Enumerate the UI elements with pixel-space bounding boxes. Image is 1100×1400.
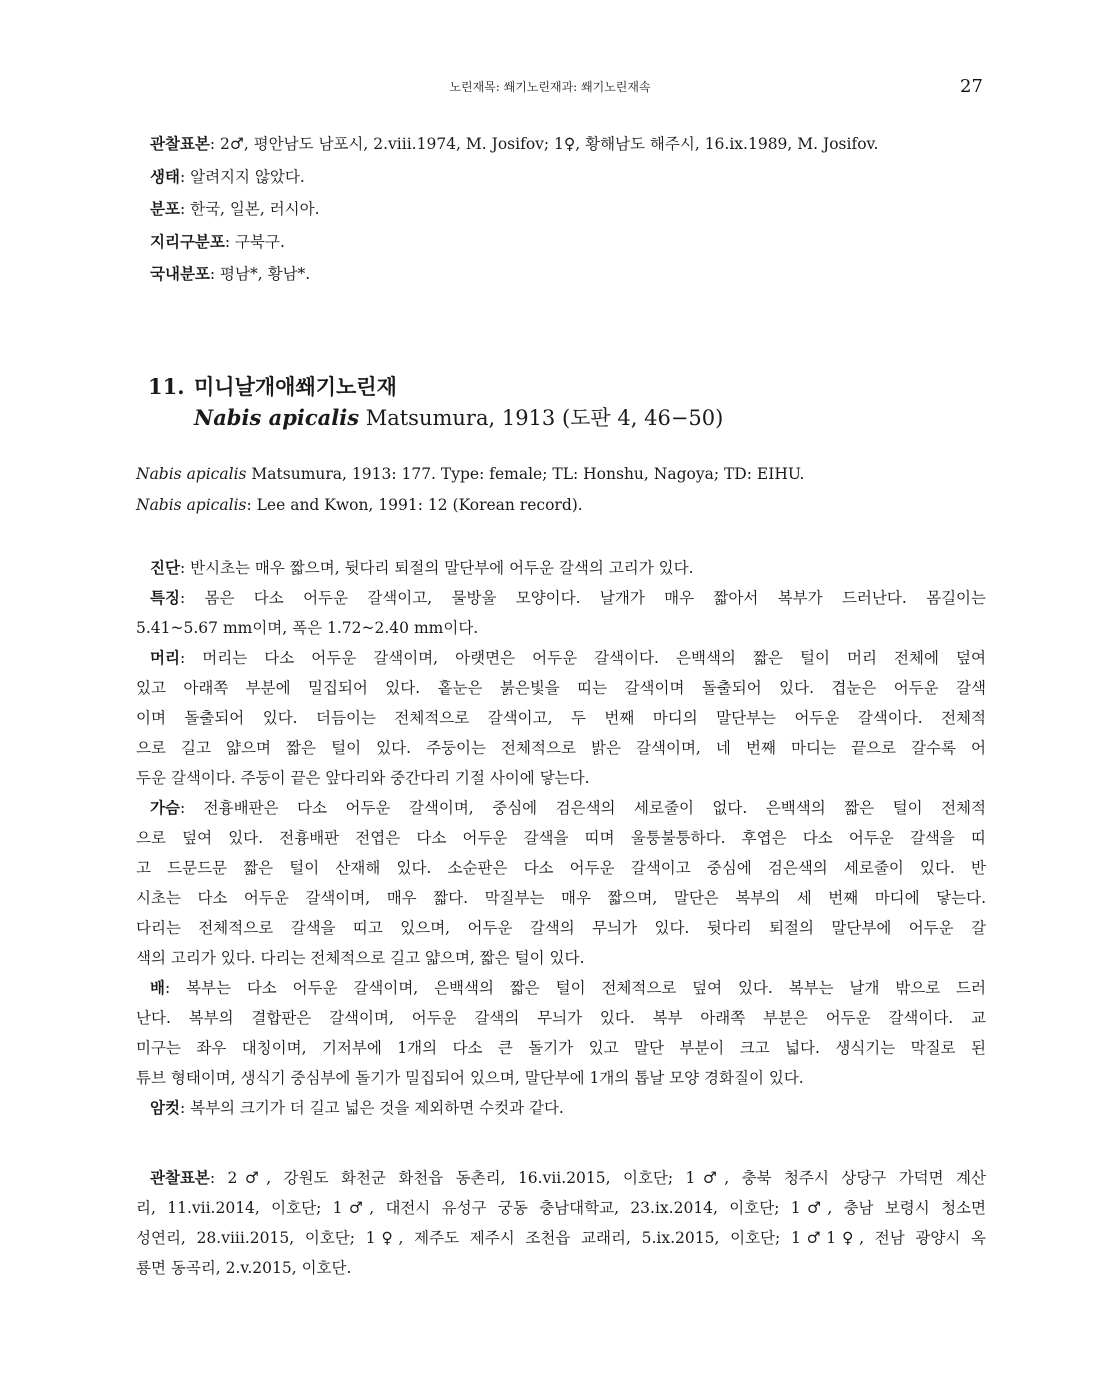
features-line: 5.41~5.67 mm이며, 폭은 1.72~2.40 mm이다.: [136, 619, 479, 637]
ecology-text: : 알려지지 않았다.: [179, 167, 305, 186]
ecology-line: [136, 161, 986, 194]
examined-line: 룡면 동곡리, 2.v.2015, 이호단.: [136, 1259, 352, 1277]
abdomen-line: [136, 973, 986, 1003]
thorax-line: 시초는 다소 어두운 갈색이며, 매우 짧다. 막질부는 매우 짧으며, 말단은 복부의 세 번째 마디에 닿는다.: [136, 889, 986, 907]
domestic-label: 국내분포: [150, 264, 210, 283]
head-line: 이며 돌출되어 있다. 더듬이는 전체적으로 갈색이고, 두 번째 마디의 말단부는 어두운 갈색이다. 전체적: [136, 709, 986, 727]
synonym-entry: [136, 459, 986, 490]
page-number: 27: [960, 76, 983, 97]
species-description: [136, 553, 986, 1123]
synonym-text: : Lee and Kwon, 1991: 12 (Korean record).: [246, 496, 583, 514]
synonym-list: [136, 459, 986, 521]
female-text: : 복부의 크기가 더 길고 넓은 것을 제외하면 수컷과 같다.: [179, 1099, 564, 1117]
geographic-line: [136, 226, 986, 259]
features-line: [136, 583, 986, 613]
geographic-text: : 구북구.: [224, 232, 285, 251]
domestic-text: : 평남*, 황남*.: [209, 265, 311, 283]
head-line: 으로 길고 얇으며 짧은 털이 있다. 주둥이는 전체적으로 밝은 갈색이며, 네 번째 마디는 끝으로 갈수록 어: [136, 739, 986, 757]
thorax-line: 다리는 전체적으로 갈색을 띠고 있으며, 어두운 갈색의 무늬가 있다. 뒷다리 퇴절의 말단부에 어두운 갈: [136, 919, 986, 937]
examined-line: [136, 1163, 986, 1193]
examined-label: 관찰표본: [150, 1168, 210, 1187]
diagnosis-text: : 반시초는 매우 짧으며, 뒷다리 퇴절의 말단부에 어두운 갈색의 고리가 있다.: [179, 559, 694, 577]
specimens-text: : 2♂, 평안남도 남포시, 2.viii.1974, M. Josifov; 1♀, 황해남도 해주시, 16.ix.1989, M. Josifov.: [209, 135, 879, 153]
distribution-label: 분포: [150, 199, 180, 218]
abdomen-label: 배: [150, 978, 165, 997]
female-label: 암컷: [150, 1098, 180, 1117]
thorax-line: 고 드문드문 짧은 털이 산재해 있다. 소순판은 다소 어두운 갈색이고 중심에 검은색의 세로줄이 있다. 반: [136, 859, 986, 877]
specimens-label: 관찰표본: [150, 134, 210, 153]
female-line: [136, 1093, 986, 1123]
species-number: 11.: [148, 374, 185, 399]
species-heading: [148, 370, 397, 403]
distribution-text: : 한국, 일본, 러시아.: [179, 200, 320, 218]
synonym-name: Nabis apicalis: [136, 496, 247, 514]
features-label: 특징: [150, 588, 180, 607]
features-text: : 몸은 다소 어두운 갈색이고, 물방울 모양이다. 날개가 매우 짧아서 복부가 드러난다. 몸길이는: [179, 589, 986, 607]
thorax-text: : 전흉배판은 다소 어두운 갈색이며, 중심에 검은색의 세로줄이 없다. 은백색의 짧은 털이 전체적: [179, 799, 986, 817]
abdomen-line: 튜브 형태이며, 생식기 중심부에 돌기가 밀집되어 있으며, 말단부에 1개의 톱날 모양 경화질이 있다.: [136, 1069, 804, 1087]
running-title: 노린재목: 쐐기노린재과: 쐐기노린재속: [449, 80, 651, 94]
geographic-label: 지리구분포: [150, 231, 225, 251]
diagnosis-label: 진단: [150, 558, 180, 577]
examined-specimens: [136, 1163, 986, 1283]
abdomen-line: 난다. 복부의 결합판은 갈색이며, 어두운 갈색의 무늬가 있다. 복부 아래쪽 부분은 어두운 갈색이다. 교: [136, 1009, 986, 1027]
species-subheading: [194, 401, 723, 435]
head-line: 있고 아래쪽 부분에 밀집되어 있다. 홑눈은 붉은빛을 띠는 갈색이며 돌출되어 있다. 겹눈은 어두운 갈색: [136, 679, 986, 697]
thorax-line: 으로 덮여 있다. 전흉배판 전엽은 다소 어두운 갈색을 띠며 울퉁불퉁하다. 후엽은 다소 어두운 갈색을 띠: [136, 829, 986, 847]
thorax-line: 색의 고리가 있다. 다리는 전체적으로 길고 얇으며, 짧은 털이 있다.: [136, 949, 585, 967]
examined-line: 리, 11.vii.2014, 이호단; 1♂, 대전시 유성구 궁동 충남대학교, 23.ix.2014, 이호단; 1♂, 충남 보령시 청소면: [136, 1199, 986, 1217]
synonym-text: Matsumura, 1913: 177. Type: female; TL: Honshu, Nagoya; TD: EIHU.: [246, 465, 805, 483]
distribution-line: [136, 193, 986, 226]
species-authority: Matsumura, 1913 (도판 4, 46−50): [359, 406, 724, 430]
abdomen-text: : 복부는 다소 어두운 갈색이며, 은백색의 짧은 털이 전체적으로 덮여 있다. 복부는 날개 밖으로 드러: [164, 979, 986, 997]
thorax-label: 가슴: [150, 798, 180, 817]
previous-species-records: [136, 128, 986, 291]
species-korean-name: 미니날개애쐐기노린재: [194, 374, 397, 399]
head-label: 머리: [150, 648, 180, 667]
head-line: [136, 643, 986, 673]
diagnosis-line: [136, 553, 986, 583]
synonym-entry: [136, 490, 986, 521]
specimens-line: [136, 128, 986, 161]
domestic-line: [136, 258, 986, 291]
examined-line: 성연리, 28.viii.2015, 이호단; 1♀, 제주도 제주시 조천읍 교래리, 5.ix.2015, 이호단; 1♂1♀, 전남 광양시 옥: [136, 1229, 986, 1247]
species-scientific-name: Nabis apicalis: [194, 405, 360, 430]
head-line: 두운 갈색이다. 주둥이 끝은 앞다리와 중간다리 기절 사이에 닿는다.: [136, 769, 590, 787]
examined-text: : 2♂, 강원도 화천군 화천읍 동촌리, 16.vii.2015, 이호단; 1♂, 충북 청주시 상당구 가덕면 계산: [209, 1169, 986, 1187]
synonym-name: Nabis apicalis: [136, 465, 247, 483]
ecology-label: 생태: [150, 166, 180, 186]
abdomen-line: 미구는 좌우 대칭이며, 기저부에 1개의 다소 큰 돌기가 있고 말단 부분이 크고 넓다. 생식기는 막질로 된: [136, 1039, 986, 1057]
head-text: : 머리는 다소 어두운 갈색이며, 아랫면은 어두운 갈색이다. 은백색의 짧은 털이 머리 전체에 덮여: [179, 649, 986, 667]
thorax-line: [136, 793, 986, 823]
